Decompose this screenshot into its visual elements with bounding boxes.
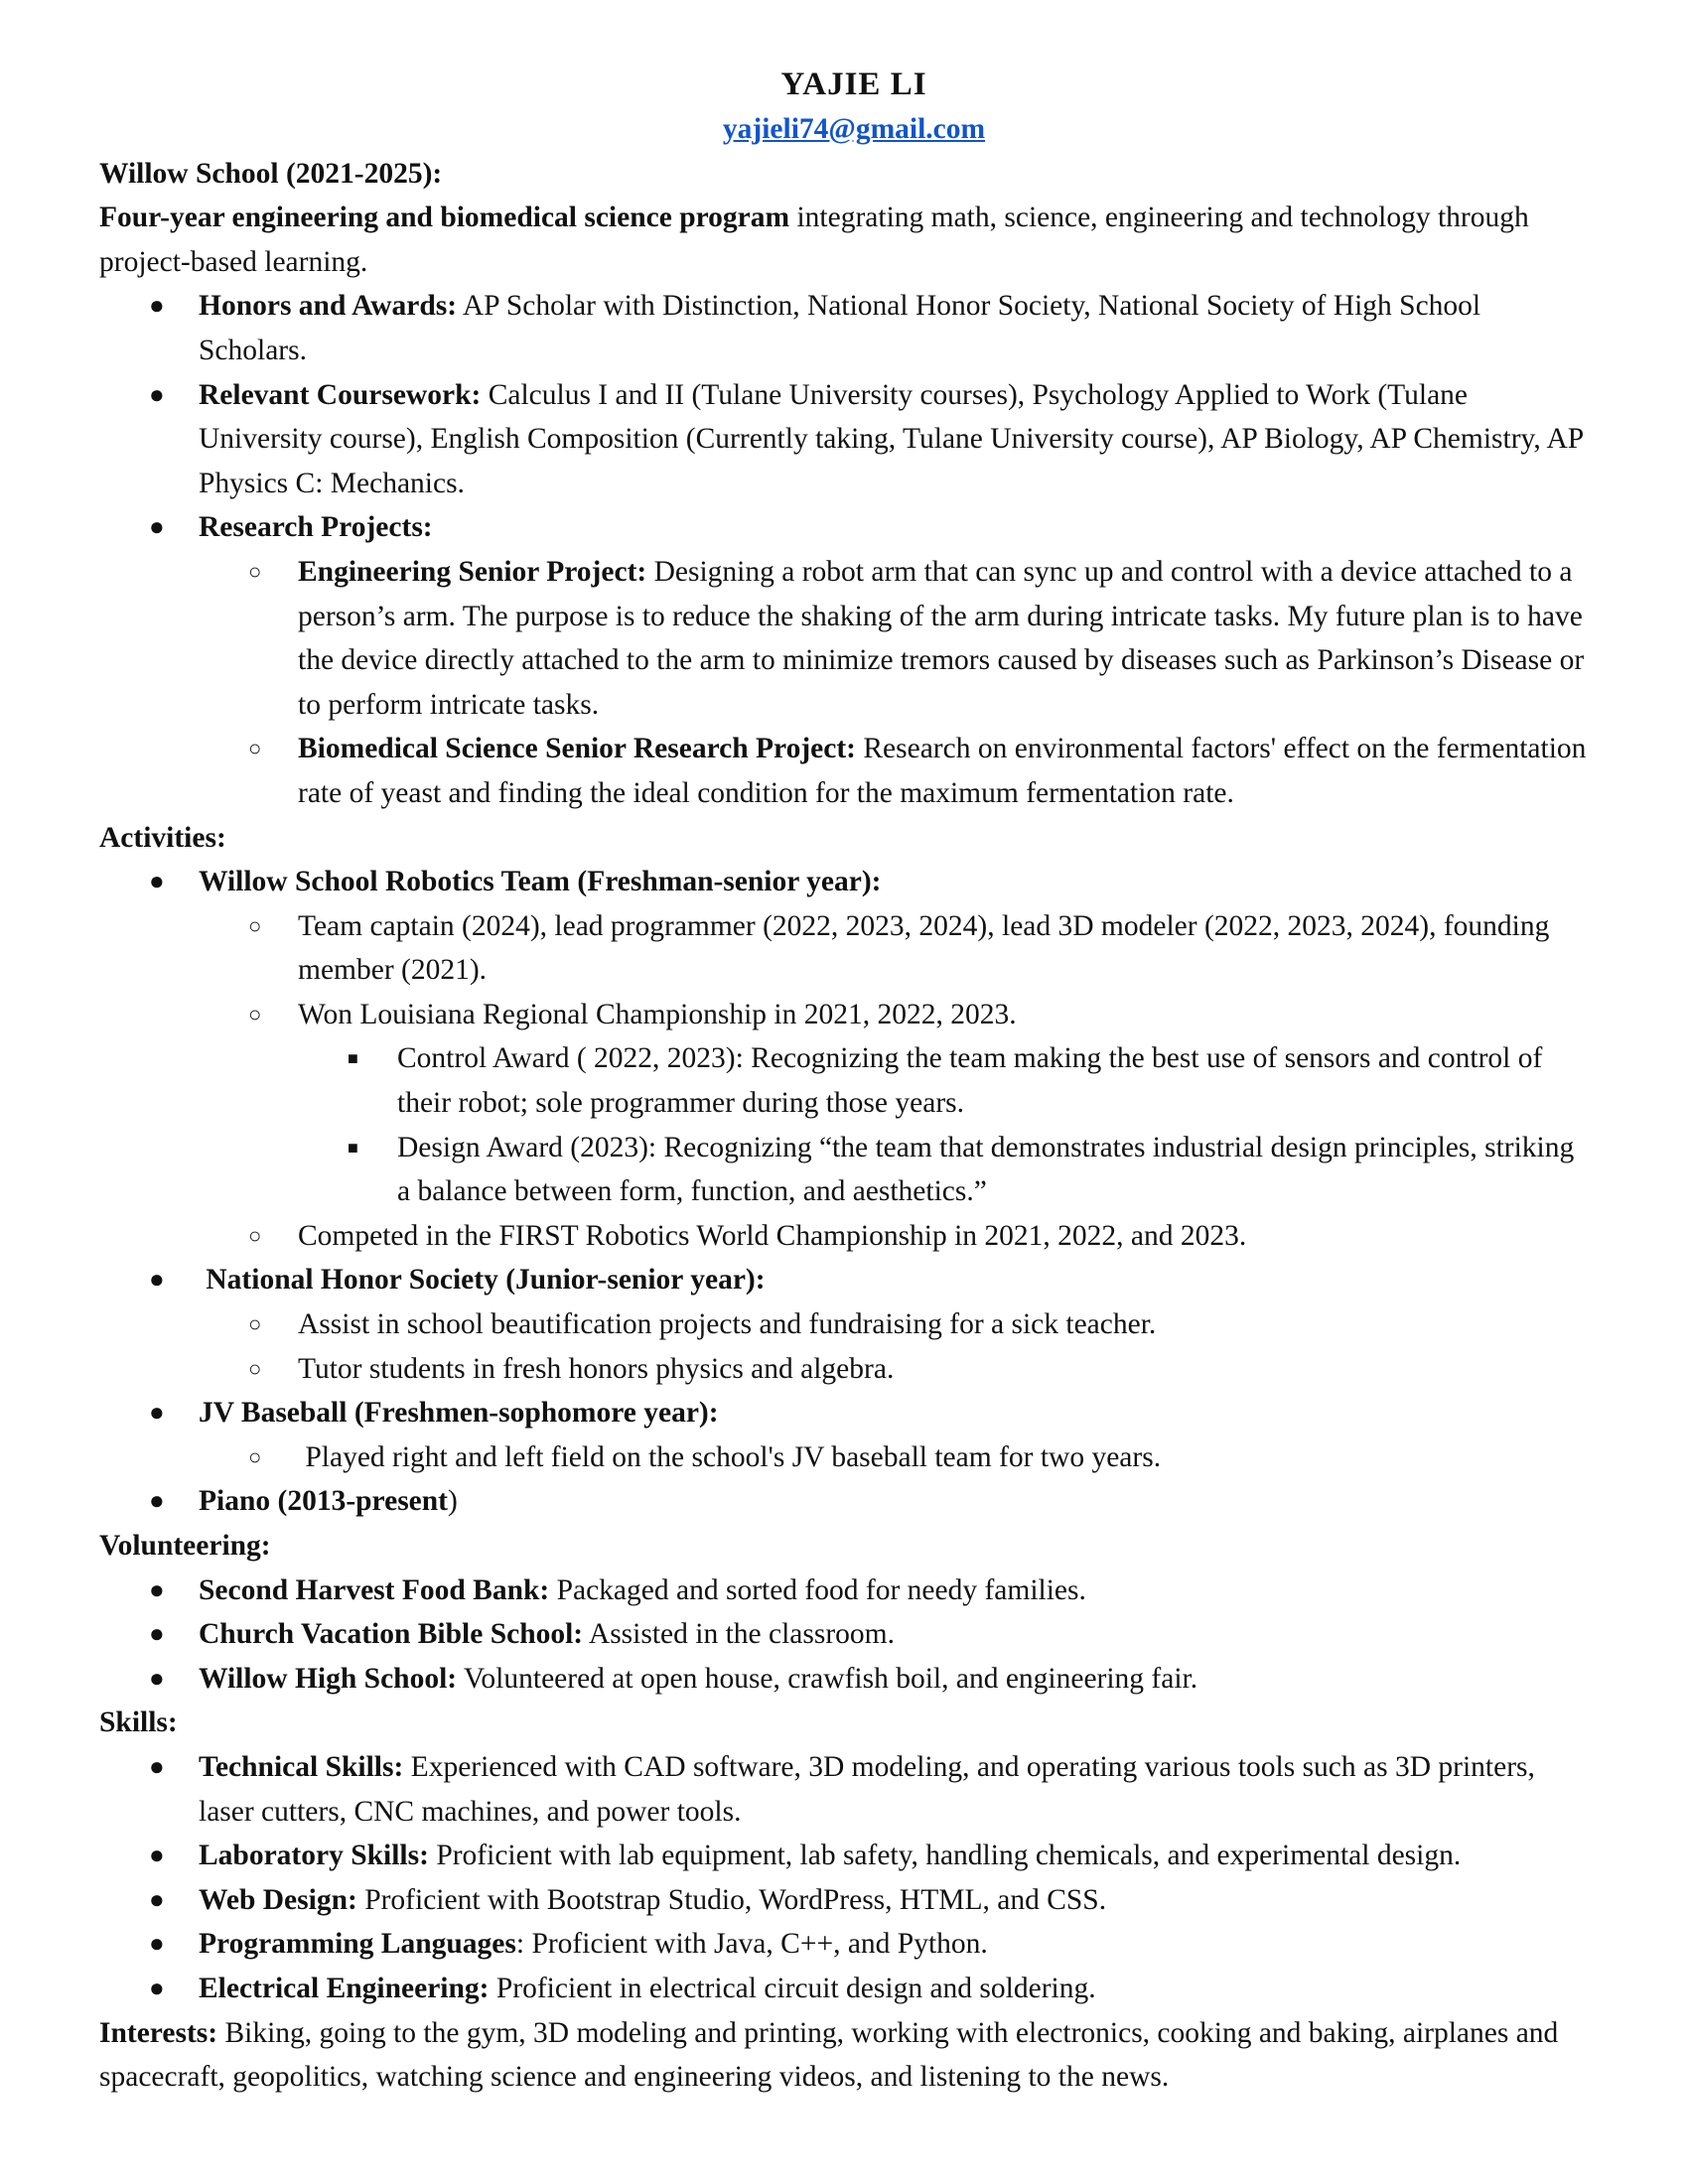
bullet-icon: ● [149,1398,165,1428]
list-item [99,1878,1589,1923]
item-label: Web Design: [199,1883,357,1916]
item-text: Volunteered at open house, crawfish boil, and engineering fair. [457,1662,1198,1695]
item-label: Programming Languages [199,1928,516,1961]
bullet-icon: ● [149,1663,165,1693]
list-item [99,284,1589,372]
bullet-icon: ● [149,1574,165,1604]
item-text: Control Award ( 2022, 2023): Recognizing the team making the best use of sensors and control of their robot; sole programmer during those years. [397,1042,1543,1120]
list-item [298,1036,1589,1125]
circle-bullet-icon: ○ [248,1355,262,1381]
item-label: Relevant Coursework: [199,378,482,411]
list-item [99,505,1589,815]
list-item [298,1126,1589,1214]
list-item [99,1834,1589,1878]
education-heading: Willow School (2021-2025): [99,157,443,190]
list-item [199,727,1589,815]
item-text: : Proficient with Java, C++, and Python. [515,1928,988,1961]
list-item [199,993,1589,1214]
interests-text: Biking, going to the gym, 3D modeling and printing, working with electronics, cooking and baking, airplanes and spacecraft, geopolitics, watching science and engineering videos, and listening to the news. [99,2016,1559,2094]
skills-list [99,1745,1589,2011]
item-text: Assist in school beautification projects and fundraising for a sick teacher. [298,1308,1157,1341]
item-label: Honors and Awards: [199,290,458,323]
item-text: Research on environmental factors' effect on the fermentation rate of yeast and finding the ideal condition for the maximum fermentation rate. [298,733,1587,809]
item-text: Experienced with CAD software, 3D modeling, and operating various tools such as 3D printers, laser cutters, CNC machines, and power tools. [199,1750,1535,1828]
circle-bullet-icon: ○ [248,1443,262,1469]
volunteering-heading: Volunteering: [99,1530,271,1562]
list-item [199,1214,1589,1259]
baseball-list [99,1435,1589,1480]
list-item [99,1922,1589,1967]
circle-bullet-icon: ○ [248,1222,262,1248]
item-text: Designing a robot arm that can sync up and control with a device attached to a person’s arm. The purpose is to reduce the shaking of the arm during intricate tasks. My future plan is to have the device directly attached to the arm to minimize tremors caused by diseases such as Parkinson’s Disease or to perform intricate tasks. [298,555,1585,721]
circle-bullet-icon: ○ [248,558,262,584]
item-label: Willow School Robotics Team (Freshman-senior year): [199,866,882,898]
bullet-icon: ● [149,1751,165,1781]
circle-bullet-icon: ○ [248,912,262,938]
item-text: Competed in the FIRST Robotics World Championship in 2021, 2022, and 2023. [298,1219,1247,1252]
item-label: Engineering Senior Project: [298,555,647,588]
item-label: Electrical Engineering: [199,1972,490,2004]
item-label: Second Harvest Food Bank: [199,1573,550,1606]
candidate-name: YAJIE LI [780,67,927,102]
list-item [99,1612,1589,1657]
item-text: Design Award (2023): Recognizing “the team that demonstrates industrial design principles, striking a balance between form, function, and aesthetics.” [397,1131,1575,1208]
list-item [199,1435,1589,1480]
bullet-icon: ● [149,379,165,409]
bullet-icon: ● [149,1619,165,1649]
list-item [99,1745,1589,1834]
list-item [199,904,1589,993]
item-label: Church Vacation Bible School: [199,1618,584,1651]
list-item [99,860,1589,1258]
list-item [99,1479,1589,1524]
item-text: Played right and left field on the school's JV baseball team for two years. [298,1440,1162,1473]
list-item [99,1657,1589,1702]
square-bullet-icon: ■ [348,1137,358,1158]
bullet-icon: ● [149,512,165,542]
item-label: JV Baseball (Freshmen-sophomore year): [199,1397,719,1430]
list-item [99,1569,1589,1613]
resume-page [99,62,1589,2100]
activities-heading: Activities: [99,821,226,854]
robotics-list [99,904,1589,1259]
item-label: Laboratory Skills: [199,1840,429,1872]
item-text: Tutor students in fresh honors physics and algebra. [298,1352,895,1385]
item-text: Proficient in electrical circuit design and soldering. [489,1972,1096,2004]
list-item [99,1391,1589,1479]
skills-heading: Skills: [99,1706,178,1739]
list-item [199,1302,1589,1347]
list-item [199,1347,1589,1392]
bullet-icon: ● [149,1486,165,1516]
program-title: Four-year engineering and biomedical science program [99,202,790,234]
item-text: Assisted in the classroom. [583,1618,895,1651]
list-item [99,1258,1589,1391]
program-text: integrating math, science, engineering and technology through project-based learning. [99,202,1529,278]
item-text: ) [448,1485,458,1518]
circle-bullet-icon: ○ [248,1311,262,1337]
item-label: Biomedical Science Senior Research Project: [298,733,856,765]
item-text: AP Scholar with Distinction, National Honor Society, National Society of High School Scholars. [199,290,1481,366]
email-line [99,107,1609,152]
awards-list [199,1036,1589,1213]
education-list [99,284,1589,815]
program-description [99,196,1589,284]
item-label: Willow High School: [199,1662,458,1695]
interests-paragraph [99,2011,1589,2100]
bullet-icon: ● [149,1884,165,1914]
item-label: Technical Skills: [199,1750,404,1783]
square-bullet-icon: ■ [348,1048,358,1069]
volunteering-list [99,1569,1589,1702]
item-text: Calculus I and II (Tulane University courses), Psychology Applied to Work (Tulane University course), English Composition (Currently taking, Tulane University course), AP Biology, AP Chemistry, AP Physics C: Mechanics. [199,378,1584,499]
activities-list [99,860,1589,1524]
circle-bullet-icon: ○ [248,1001,262,1026]
list-item [99,373,1589,506]
item-label: Piano (2013-present [199,1485,449,1518]
nhs-list [99,1302,1589,1391]
list-item [199,550,1589,727]
item-text: Team captain (2024), lead programmer (2022, 2023, 2024), lead 3D modeler (2022, 2023, 2024), founding member (2021). [298,909,1550,987]
interests-label: Interests: [99,2016,218,2049]
item-text: Packaged and sorted food for needy families. [549,1573,1086,1606]
bullet-icon: ● [149,1841,165,1870]
bullet-icon: ● [149,1929,165,1959]
item-text: Won Louisiana Regional Championship in 2021, 2022, 2023. [298,998,1017,1030]
item-label: Research Projects: [199,511,433,544]
bullet-icon: ● [149,1973,165,2002]
bullet-icon: ● [149,867,165,896]
circle-bullet-icon: ○ [248,736,262,761]
item-label: National Honor Society (Junior-senior year): [199,1264,766,1297]
research-list [99,550,1589,816]
bullet-icon: ● [149,1265,165,1295]
item-text: Proficient with lab equipment, lab safety, handling chemicals, and experimental design. [428,1840,1462,1872]
bullet-icon: ● [149,291,165,321]
list-item [99,1967,1589,2011]
email-link[interactable]: yajieli74@gmail.com [722,113,986,145]
item-text: Proficient with Bootstrap Studio, WordPress, HTML, and CSS. [356,1883,1107,1916]
